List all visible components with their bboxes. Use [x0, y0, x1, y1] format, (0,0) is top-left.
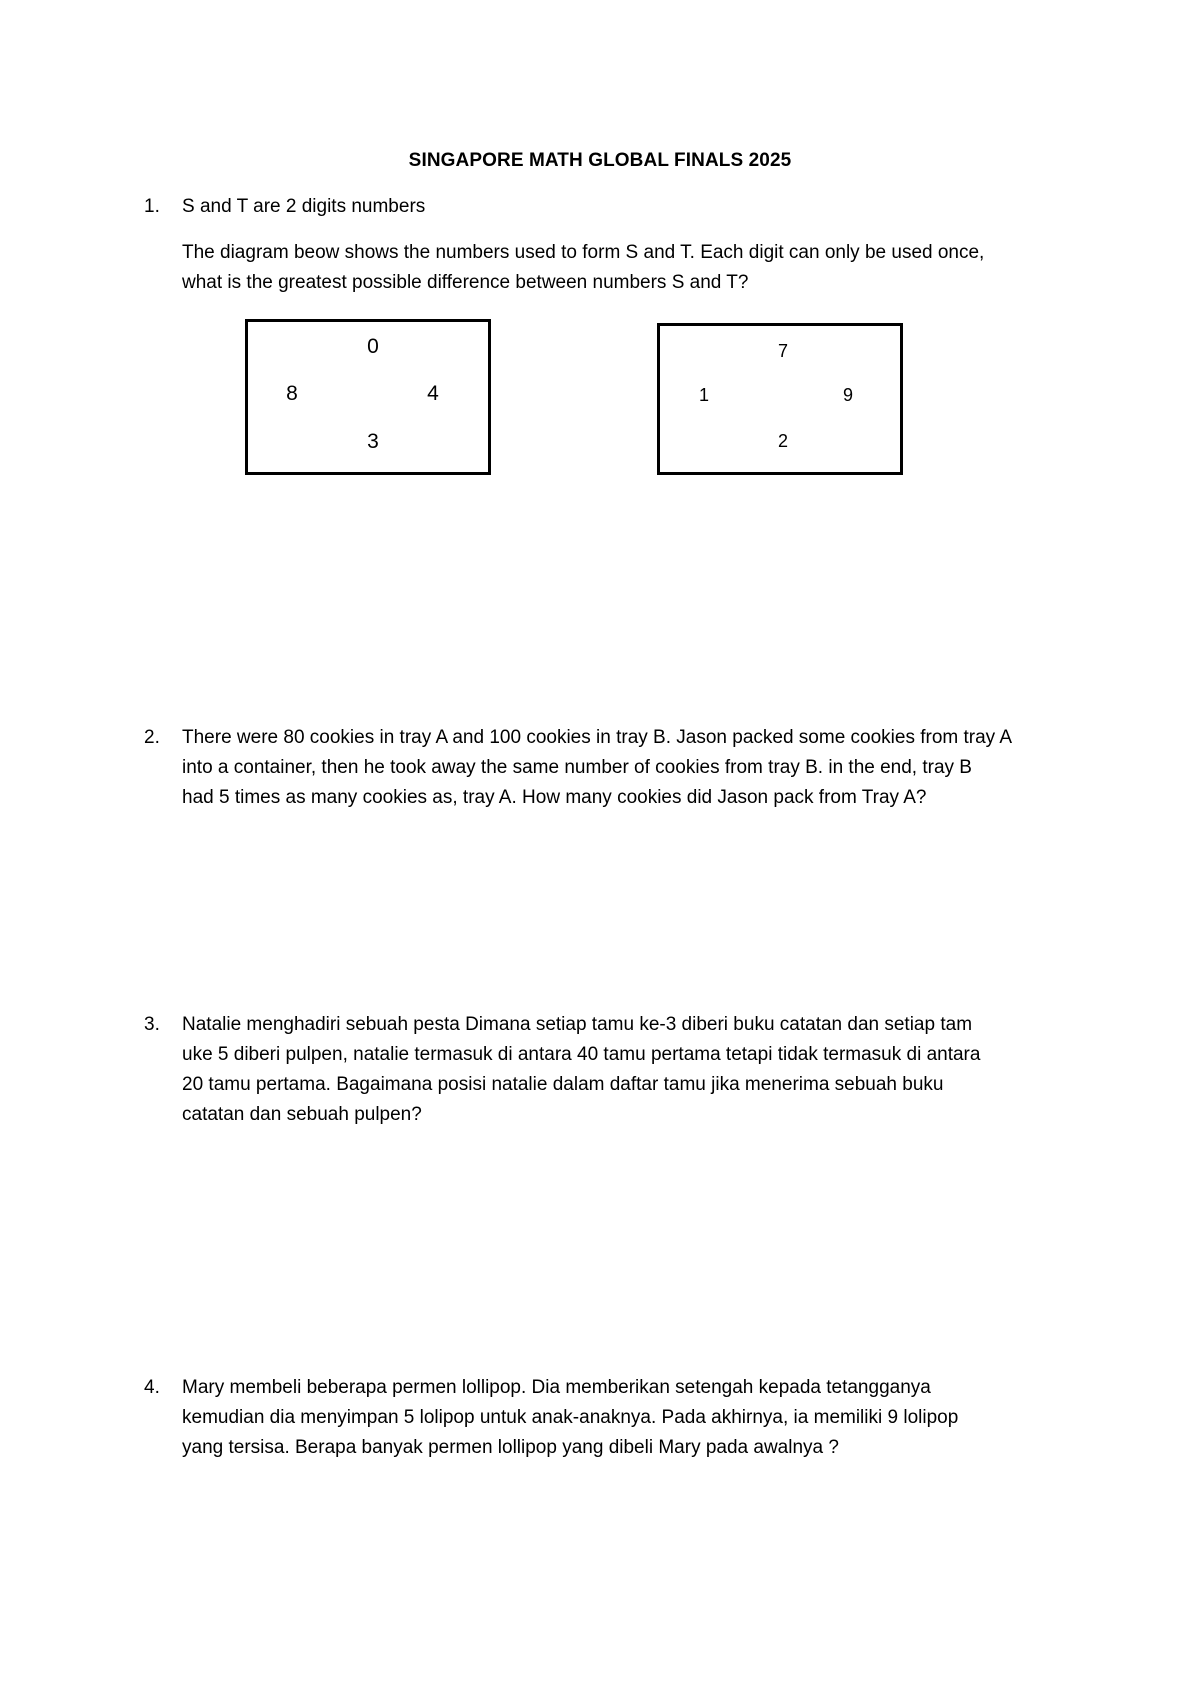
question-number: 3. — [144, 1014, 160, 1035]
question-number: 4. — [144, 1377, 160, 1398]
digit-left: 8 — [286, 382, 298, 405]
question-text-line: 20 tamu pertama. Bagaimana posisi natalie dalam daftar tamu jika menerima sebuah buku — [182, 1074, 944, 1095]
question-number: 2. — [144, 727, 160, 748]
question-text-line: had 5 times as many cookies as, tray A. How many cookies did Jason pack from Tray A? — [182, 787, 927, 808]
question-number: 1. — [144, 196, 160, 217]
question-text-line: Mary membeli beberapa permen lollipop. Dia memberikan setengah kepada tetangganya — [182, 1377, 931, 1398]
question-text-line: kemudian dia menyimpan 5 lolipop untuk anak-anaknya. Pada akhirnya, ia memiliki 9 lolipop — [182, 1407, 959, 1428]
digit-right: 9 — [842, 385, 853, 405]
digit-bottom: 2 — [777, 431, 788, 451]
question-text-line: There were 80 cookies in tray A and 100 cookies in tray B. Jason packed some cookies from tray A — [182, 727, 1013, 748]
digit-box-s — [245, 319, 491, 475]
question-text-line: into a container, then he took away the same number of cookies from tray B. in the end, tray B — [182, 757, 972, 778]
question-text-line: what is the greatest possible difference between numbers S and T? — [182, 272, 749, 293]
question-text-line: catatan dan sebuah pulpen? — [182, 1104, 422, 1125]
digit-top: 0 — [367, 335, 379, 358]
digit-left: 1 — [698, 385, 709, 405]
digit-right: 4 — [427, 382, 439, 405]
question-text-line: Natalie menghadiri sebuah pesta Dimana setiap tamu ke-3 diberi buku catatan dan setiap tam — [182, 1014, 973, 1035]
question-text-line: yang tersisa. Berapa banyak permen lollipop yang dibeli Mary pada awalnya ? — [182, 1437, 839, 1458]
digit-box-t — [657, 323, 903, 475]
digit-bottom: 3 — [367, 430, 379, 453]
question-text-line: uke 5 diberi pulpen, natalie termasuk di antara 40 tamu pertama tetapi tidak termasuk di antara — [182, 1044, 981, 1065]
page-title: SINGAPORE MATH GLOBAL FINALS 2025 — [408, 150, 792, 171]
question-text-line: S and T are 2 digits numbers — [182, 196, 426, 217]
digit-top: 7 — [777, 341, 788, 361]
question-text-line: The diagram beow shows the numbers used to form S and T. Each digit can only be used once, — [182, 242, 985, 263]
